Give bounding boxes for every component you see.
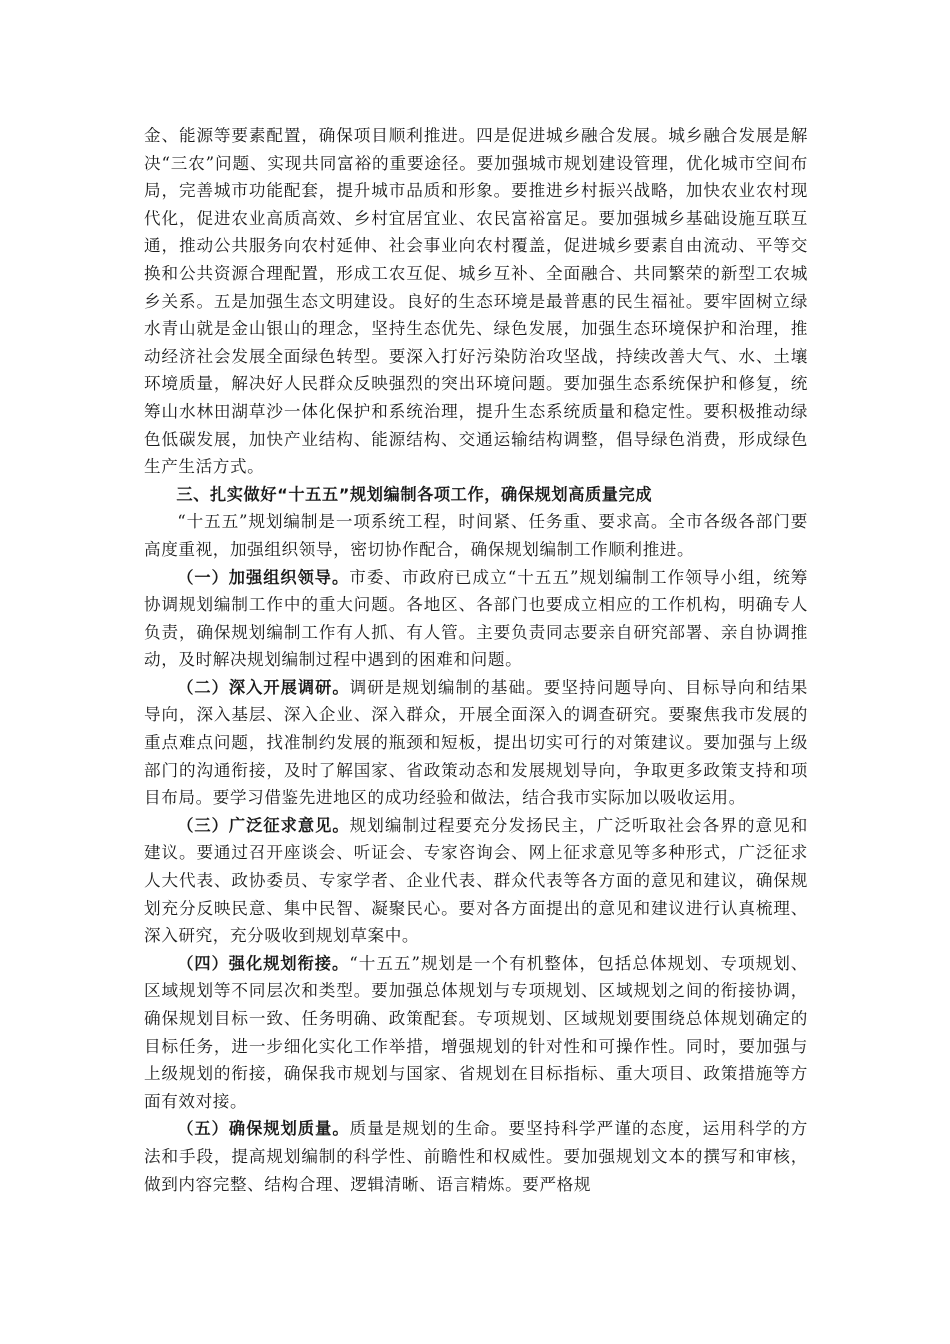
section-heading (144, 481, 808, 509)
paragraph-lead: （四）强化规划衔接。 (177, 953, 350, 973)
paragraph-item-5 (144, 1115, 808, 1198)
paragraph-lead: （五）确保规划质量。 (177, 1119, 350, 1139)
paragraph-continuation (144, 122, 808, 481)
paragraph-item-1 (144, 564, 808, 674)
paragraph-lead: （一）加强组织领导。 (177, 567, 350, 587)
paragraph-item-3 (144, 812, 808, 950)
paragraph-item-2 (144, 674, 808, 812)
paragraph-text: 调研是规划编制的基础。要坚持问题导向、目标导向和结果导向，深入基层、深入企业、深入群众，开展全面深入的调查研究。要聚焦我市发展的重点难点问题，找准制约发展的瓶颈和短板，提出切实可行的对策建议。要加强与上级部门的沟通衔接，及时了解国家、省政策动态和发展规划导向，争取更多政策支持和项目布局。要学习借鉴先进地区的成功经验和做法，结合我市实际加以吸收运用。 (144, 677, 808, 808)
paragraph-intro (144, 508, 808, 563)
paragraph-text: “十五五”规划编制是一项系统工程，时间紧、任务重、要求高。全市各级各部门要高度重视，加强组织领导，密切协作配合，确保规划编制工作顺利推进。 (144, 512, 808, 559)
paragraph-text: 质量是规划的生命。要坚持科学严谨的态度，运用科学的方法和手段，提高规划编制的科学性、前瞻性和权威性。要加强规划文本的撰写和审核，做到内容完整、结构合理、逻辑清晰、语言精炼。要严格规 (144, 1119, 808, 1194)
document-page (144, 122, 808, 1198)
paragraph-text: 市委、市政府已成立“十五五”规划编制工作领导小组，统筹协调规划编制工作中的重大问题。各地区、各部门也要成立相应的工作机构，明确专人负责，确保规划编制工作有人抓、有人管。主要负责同志要亲自研究部署、亲自协调推动，及时解决规划编制过程中遇到的困难和问题。 (144, 567, 809, 670)
paragraph-lead: （三）广泛征求意见。 (177, 815, 350, 835)
paragraph-text: 金、能源等要素配置，确保项目顺利推进。四是促进城乡融合发展。城乡融合发展是解决“三农”问题、实现共同富裕的重要途径。要加强城市规划建设管理，优化城市空间布局，完善城市功能配套，提升城市品质和形象。要推进乡村振兴战略，加快农业农村现代化，促进农业高质高效、乡村宜居宜业、农民富裕富足。要加强城乡基础设施互联互通，推动公共服务向农村延伸、社会事业向农村覆盖，促进城乡要素自由流动、平等交换和公共资源合理配置，形成工农互促、城乡互补、全面融合、共同繁荣的新型工农城乡关系。五是加强生态文明建设。良好的生态环境是最普惠的民生福祉。要牢固树立绿水青山就是金山银山的理念，坚持生态优先、绿色发展，加强生态环境保护和治理，推动经济社会发展全面绿色转型。要深入打好污染防治攻坚战，持续改善大气、水、土壤环境质量，解决好人民群众反映强烈的突出环境问题。要加强生态系统保护和修复，统筹山水林田湖草沙一体化保护和系统治理，提升生态系统质量和稳定性。要积极推动绿色低碳发展，加快产业结构、能源结构、交通运输结构调整，倡导绿色消费，形成绿色生产生活方式。 (144, 126, 808, 477)
heading-text: 三、扎实做好“十五五”规划编制各项工作，确保规划高质量完成 (176, 484, 653, 504)
paragraph-lead: （二）深入开展调研。 (177, 677, 350, 697)
paragraph-text: “十五五”规划是一个有机整体，包括总体规划、专项规划、区域规划等不同层次和类型。要加强总体规划与专项规划、区域规划之间的衔接协调，确保规划目标一致、任务明确、政策配套。专项规划、区域规划要围绕总体规划确定的目标任务，进一步细化实化工作举措，增强规划的针对性和可操作性。同时，要加强与上级规划的衔接，确保我市规划与国家、省规划在目标指标、重大项目、政策措施等方面有效对接。 (144, 953, 809, 1111)
paragraph-text: 规划编制过程要充分发扬民主，广泛听取社会各界的意见和建议。要通过召开座谈会、听证会、专家咨询会、网上征求意见等多种形式，广泛征求人大代表、政协委员、专家学者、企业代表、群众代表等各方面的意见和建议，确保规划充分反映民意、集中民智、凝聚民心。要对各方面提出的意见和建议进行认真梳理、深入研究，充分吸收到规划草案中。 (144, 815, 808, 946)
paragraph-item-4 (144, 950, 808, 1116)
